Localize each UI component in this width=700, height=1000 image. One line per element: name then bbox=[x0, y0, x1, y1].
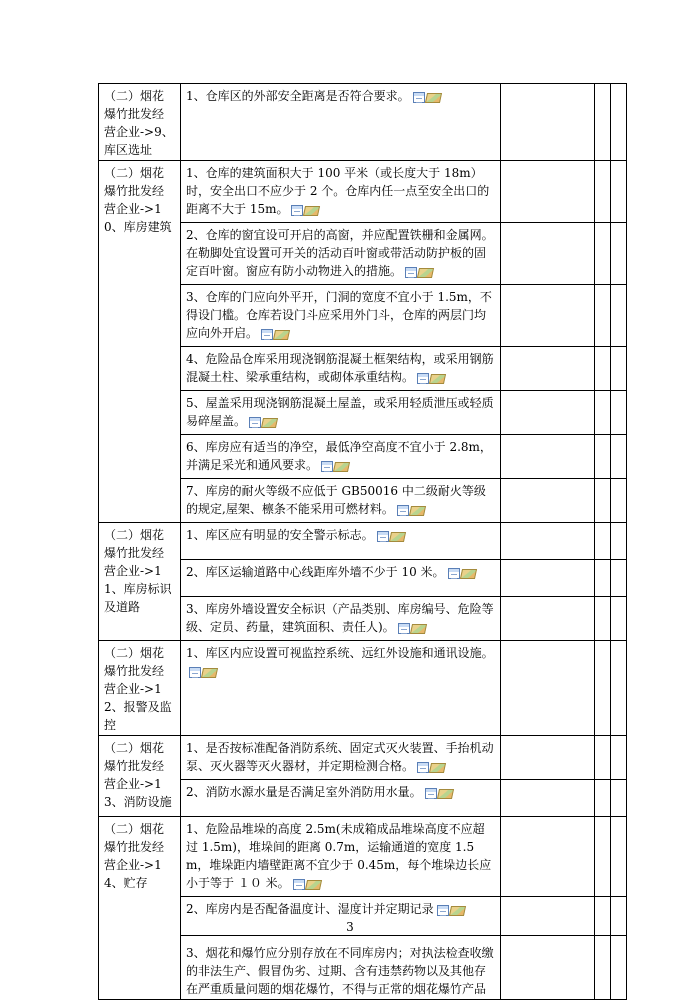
category-cell: （二）烟花爆竹批发经营企业->13、消防设施 bbox=[99, 736, 181, 817]
check-item bbox=[181, 84, 501, 161]
map-icon[interactable] bbox=[261, 418, 278, 428]
check-item-text: 1、库区内应设置可视监控系统、远红外设施和通讯设施。 bbox=[186, 646, 494, 660]
check-item-text: 2、仓库的窗宜设可开启的高窗，并应配置铁栅和金属网。在勒脚处宜设置可开关的活动百叶窗或带活动防护板的固定百叶窗。窗应有防小动物进入的措施。 bbox=[186, 228, 494, 278]
map-icon[interactable] bbox=[303, 206, 320, 216]
document-icon[interactable] bbox=[425, 788, 437, 799]
check-item-text: 4、危险品仓库采用现浇钢筋混凝土框架结构，或采用钢筋混凝土柱、梁承重结构，或砌体承重结构。 bbox=[186, 352, 494, 384]
note-cell[interactable] bbox=[611, 560, 627, 597]
map-icon[interactable] bbox=[333, 462, 350, 472]
note-cell[interactable] bbox=[611, 285, 627, 347]
map-icon[interactable] bbox=[417, 268, 434, 278]
category-cell: （二）烟花爆竹批发经营企业->10、库房建筑 bbox=[99, 161, 181, 523]
map-icon[interactable] bbox=[449, 906, 466, 916]
check-item-text: 1、危险品堆垛的高度 2.5m(未成箱成品堆垛高度不应超过 1.5m)，堆垛间的距离 0.7m，运输通道的宽度 1.5m，堆垛距内墙壁距离不宜少于 0.45m，每个堆垛边长应小于等于 １０ 米。 bbox=[186, 822, 492, 890]
mark-cell[interactable] bbox=[595, 435, 611, 479]
result-cell[interactable] bbox=[501, 285, 595, 347]
map-icon[interactable] bbox=[409, 506, 426, 516]
document-icon[interactable] bbox=[448, 568, 460, 579]
mark-cell[interactable] bbox=[595, 597, 611, 641]
check-item bbox=[181, 736, 501, 780]
mark-cell[interactable] bbox=[595, 736, 611, 780]
checklist-table bbox=[98, 83, 627, 1000]
mark-cell[interactable] bbox=[595, 817, 611, 897]
map-icon[interactable] bbox=[389, 532, 406, 542]
check-item-text: 7、库房的耐火等级不应低于 GB50016 中二级耐火等级的规定,屋架、檩条不能采用可燃材料。 bbox=[186, 484, 486, 516]
check-item-text: 2、库房内是否配备温度计、湿度计并定期记录 bbox=[186, 902, 434, 916]
result-cell[interactable] bbox=[501, 84, 595, 161]
document-icon[interactable] bbox=[437, 905, 449, 916]
mark-cell[interactable] bbox=[595, 223, 611, 285]
document-icon[interactable] bbox=[417, 373, 429, 384]
check-item bbox=[181, 560, 501, 597]
check-item bbox=[181, 223, 501, 285]
note-cell[interactable] bbox=[611, 161, 627, 223]
map-icon[interactable] bbox=[429, 374, 446, 384]
result-cell[interactable] bbox=[501, 780, 595, 817]
document-icon[interactable] bbox=[293, 879, 305, 890]
table-row bbox=[99, 84, 627, 161]
note-cell[interactable] bbox=[611, 347, 627, 391]
category-cell: （二）烟花爆竹批发经营企业->11、库房标识及道路 bbox=[99, 523, 181, 641]
note-cell[interactable] bbox=[611, 435, 627, 479]
check-item-text: 6、库房应有适当的净空，最低净空高度不宜小于 2.8m，并满足采光和通风要求。 bbox=[186, 440, 492, 472]
check-item-text: 1、是否按标准配备消防系统、固定式灭火装置、手抬机动泵、灭火器等灭火器材，并定期检测合格。 bbox=[186, 741, 494, 773]
mark-cell[interactable] bbox=[595, 347, 611, 391]
note-cell[interactable] bbox=[611, 780, 627, 817]
mark-cell[interactable] bbox=[595, 285, 611, 347]
map-icon[interactable] bbox=[429, 763, 446, 773]
result-cell[interactable] bbox=[501, 597, 595, 641]
check-item bbox=[181, 597, 501, 641]
result-cell[interactable] bbox=[501, 347, 595, 391]
document-icon[interactable] bbox=[291, 205, 303, 216]
mark-cell[interactable] bbox=[595, 523, 611, 560]
result-cell[interactable] bbox=[501, 523, 595, 560]
map-icon[interactable] bbox=[410, 624, 427, 634]
mark-cell[interactable] bbox=[595, 780, 611, 817]
category-cell: （二）烟花爆竹批发经营企业->14、贮存 bbox=[99, 817, 181, 1000]
result-cell[interactable] bbox=[501, 817, 595, 897]
document-icon[interactable] bbox=[189, 667, 201, 678]
document-icon[interactable] bbox=[413, 92, 425, 103]
check-item-text: 1、库区应有明显的安全警示标志。 bbox=[186, 528, 374, 542]
check-item bbox=[181, 391, 501, 435]
note-cell[interactable] bbox=[611, 641, 627, 736]
result-cell[interactable] bbox=[501, 479, 595, 523]
note-cell[interactable] bbox=[611, 84, 627, 161]
document-icon[interactable] bbox=[261, 329, 273, 340]
check-item-text: 2、库区运输道路中心线距库外墙不少于 10 米。 bbox=[186, 565, 445, 579]
check-item-text: 3、库房外墙设置安全标识（产品类别、库房编号、危险等级、定员、药量，建筑面积、责任人)。 bbox=[186, 602, 494, 634]
document-icon[interactable] bbox=[405, 267, 417, 278]
result-cell[interactable] bbox=[501, 223, 595, 285]
result-cell[interactable] bbox=[501, 560, 595, 597]
document-icon[interactable] bbox=[321, 461, 333, 472]
map-icon[interactable] bbox=[425, 93, 442, 103]
result-cell[interactable] bbox=[501, 641, 595, 736]
check-item bbox=[181, 780, 501, 817]
check-item bbox=[181, 161, 501, 223]
check-item-text: 3、烟花和爆竹应分别存放在不同库房内；对执法检查收缴的非法生产、假冒伪劣、过期、含有违禁药物以及其他存在严重质量问题的烟花爆竹，不得与正常的烟花爆竹产品 bbox=[186, 946, 494, 996]
map-icon[interactable] bbox=[437, 789, 454, 799]
note-cell[interactable] bbox=[611, 479, 627, 523]
mark-cell[interactable] bbox=[595, 84, 611, 161]
note-cell[interactable] bbox=[611, 736, 627, 780]
map-icon[interactable] bbox=[305, 880, 322, 890]
check-item bbox=[181, 347, 501, 391]
category-cell: （二）烟花爆竹批发经营企业->9、库区选址 bbox=[99, 84, 181, 161]
note-cell[interactable] bbox=[611, 223, 627, 285]
result-cell[interactable] bbox=[501, 736, 595, 780]
note-cell[interactable] bbox=[611, 817, 627, 897]
result-cell[interactable] bbox=[501, 391, 595, 435]
mark-cell[interactable] bbox=[595, 479, 611, 523]
check-item-text: 1、仓库区的外部安全距离是否符合要求。 bbox=[186, 89, 410, 103]
mark-cell[interactable] bbox=[595, 391, 611, 435]
note-cell[interactable] bbox=[611, 391, 627, 435]
note-cell[interactable] bbox=[611, 523, 627, 560]
map-icon[interactable] bbox=[273, 330, 290, 340]
check-item-text: 2、消防水源水量是否满足室外消防用水量。 bbox=[186, 785, 422, 799]
check-item-text: 1、仓库的建筑面积大于 100 平米（或长度大于 18m）时，安全出口不应少于 2 个。仓库内任一点至安全出口的距离不大于 15m。 bbox=[186, 166, 490, 216]
map-icon[interactable] bbox=[201, 668, 218, 678]
check-item bbox=[181, 435, 501, 479]
check-item bbox=[181, 523, 501, 560]
result-cell[interactable] bbox=[501, 161, 595, 223]
category-cell: （二）烟花爆竹批发经营企业->12、报警及监控 bbox=[99, 641, 181, 736]
check-item bbox=[181, 817, 501, 897]
table-row bbox=[99, 523, 627, 560]
check-item bbox=[181, 479, 501, 523]
page-number: 3 bbox=[346, 920, 354, 934]
check-item-text: 5、屋盖采用现浇钢筋混凝土屋盖，或采用轻质泄压或轻质易碎屋盖。 bbox=[186, 396, 494, 428]
note-cell[interactable] bbox=[611, 597, 627, 641]
mark-cell[interactable] bbox=[595, 161, 611, 223]
check-item bbox=[181, 641, 501, 736]
map-icon[interactable] bbox=[459, 569, 476, 579]
check-item-text: 3、仓库的门应向外平开，门洞的宽度不宜小于 1.5m，不得设门槛。仓库若设门斗应采用外门斗，仓库的两层门均应向外开启。 bbox=[186, 290, 492, 340]
table-row bbox=[99, 817, 627, 897]
document-icon[interactable] bbox=[249, 417, 261, 428]
document-icon[interactable] bbox=[398, 623, 410, 634]
table-row bbox=[99, 736, 627, 780]
document-icon[interactable] bbox=[377, 531, 389, 542]
table-row bbox=[99, 161, 627, 223]
mark-cell[interactable] bbox=[595, 560, 611, 597]
result-cell[interactable] bbox=[501, 435, 595, 479]
document-icon[interactable] bbox=[397, 505, 409, 516]
table-row bbox=[99, 641, 627, 736]
mark-cell[interactable] bbox=[595, 641, 611, 736]
check-item bbox=[181, 285, 501, 347]
document-icon[interactable] bbox=[417, 762, 429, 773]
